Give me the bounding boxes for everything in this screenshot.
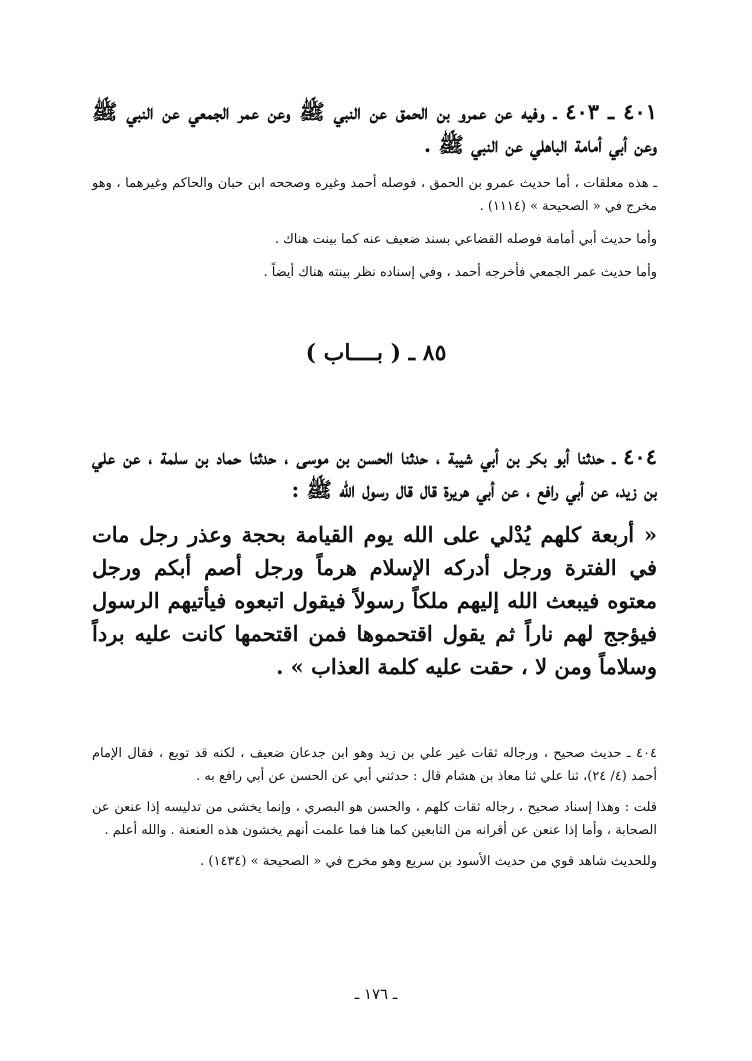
note-401-403 <box>92 172 657 284</box>
hadith-404 <box>92 440 657 683</box>
note-404-p3: وللحديث شاهد قوي من حديث الأسود بن سريع وهو مخرج في « الصحيحة » (١٤٣٤) . <box>200 854 657 869</box>
page-number: ـ ١٧٦ ـ <box>354 985 398 1003</box>
note-401-403-p3: وأما حديث عمر الجمعي فأخرجه أحمد ، وفي إسناده نظر بينته هناك أيضاً . <box>263 265 657 280</box>
hadith-404-isnad: ٤٠٤ ـ حدثنا أبو بكر بن أبي شيبة ، حدثنا الحسن بن موسى ، حدثنا حماد بن سلمة ، عن علي بن زيد، عن أبي رافع ، عن أبي هريرة قال قال رسول الله ﷺ : <box>92 444 657 502</box>
note-404-p2: قلت : وهذا إسناد صحيح ، رجاله ثقات كلهم ، والحسن هو البصري ، وإنما يخشى من تدليسه إذا عنعن عن الصحابة ، وأما إذا عنعن عن أقرانه من التابعين كما هنا فما علمت أنهم يخشون هذه العنعنة . والله أعلم . <box>92 800 657 838</box>
note-401-403-p1: ـ هذه معلقات ، أما حديث عمرو بن الحمق ، فوصله أحمد وغيره وصححه ابن حبان والحاكم وغيرهما ، وهو مخرج في « الصحيحة » (١١١٤) . <box>92 176 657 214</box>
note-404 <box>92 742 657 873</box>
hadith-401-403-text: ٤٠١ ـ ٤٠٣ ـ وفيه عن عمرو بن الحمق عن النبي ﷺ وعن عمر الجمعي عن النبي ﷺ وعن أبي أمامة الباهلي عن النبي ﷺ . <box>92 99 657 157</box>
chapter-heading: ٨٥ ـ ( بــــاب ) <box>305 340 447 366</box>
note-404-p1: ٤٠٤ ـ حديث صحيح ، ورجاله ثقات غير علي بن زيد وهو ابن جدعان ضعيف ، لكنه قد توبع ، فقال الإمام أحمد (٤/ ٢٤)، ثنا علي ثنا معاذ بن هشام قال : حدثني أبي عن الحسن عن أبي رافع به . <box>92 746 657 784</box>
hadith-404-matn: « أربعة كلهم يُدْلي على الله يوم القيامة بحجة وعذر رجل مات في الفترة ورجل أدركه الإسلام هرماً ورجل أصم أبكم ورجل معتوه فيبعث الله إليهم ملكاً رسولاً فيقول اتبعوه فيأتيهم الرسول فيؤجج لهم ناراً ثم يقول اقتحموها فمن اقتحمها كانت عليه برداً وسلاماً ومن لا ، حقت عليه كلمة العذاب » . <box>92 522 657 679</box>
note-401-403-p2: وأما حديث أبي أمامة فوصله القضاعي بسند ضعيف عنه كما بينت هناك . <box>274 232 657 247</box>
hadith-401-403 <box>92 95 657 161</box>
